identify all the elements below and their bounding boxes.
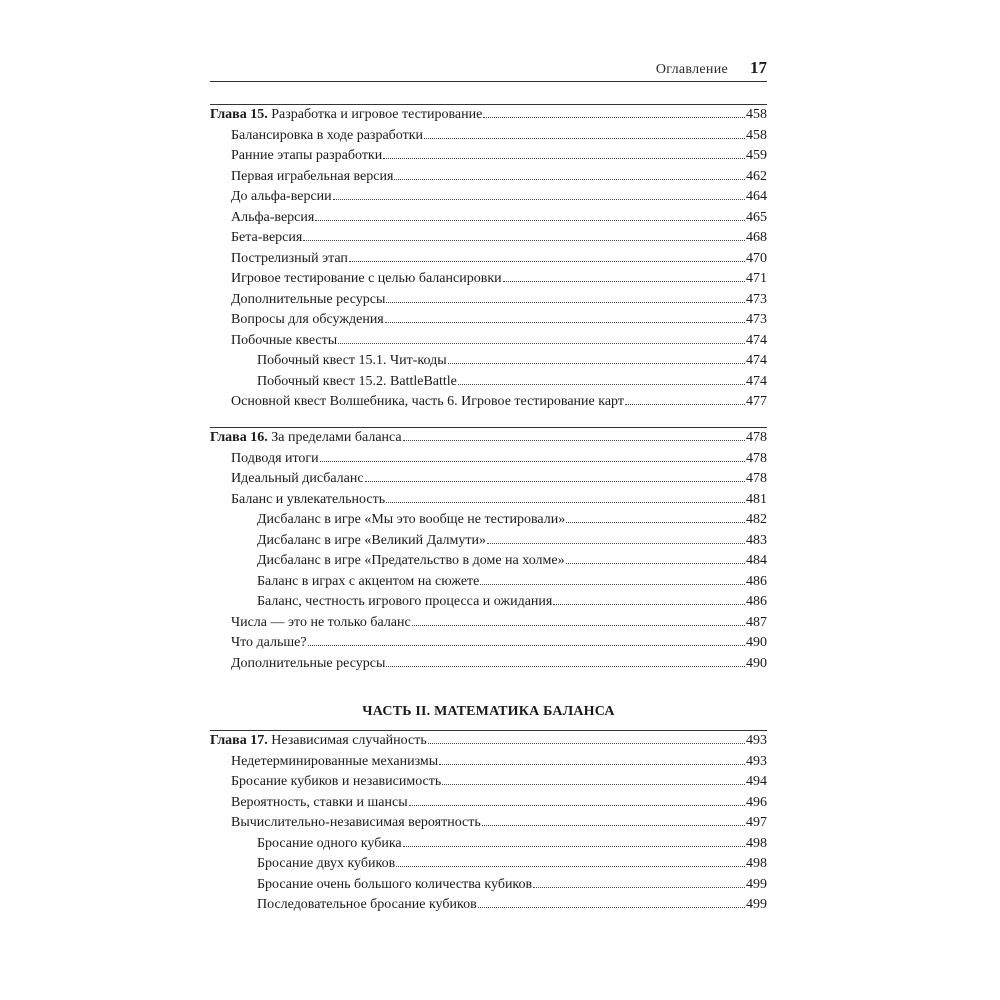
toc-entry[interactable] [210,271,767,292]
leader-dots [625,404,745,405]
toc-entry-page: 468 [746,230,767,245]
toc-entry-label: Альфа-версия [231,209,315,225]
chapter-title: За пределами баланса [267,430,402,445]
chapter-heading-row[interactable] [210,430,767,451]
toc-entry[interactable] [210,615,767,636]
leader-dots [458,384,745,385]
toc-entry[interactable] [210,251,767,272]
toc-entry[interactable] [210,512,767,533]
toc-entry[interactable] [210,774,767,795]
toc-entry-page: 474 [746,332,767,348]
toc-entry-label: Что дальше? [231,635,307,650]
toc-entry-page: 497 [746,815,767,830]
toc-entry[interactable] [210,897,767,918]
leader-dots [349,261,745,262]
toc-entry-page: 465 [746,209,767,225]
toc-list [210,733,767,918]
chapter-label [210,107,482,123]
toc-entry[interactable] [210,471,767,492]
part-heading: ЧАСТЬ II. МАТЕМАТИКА БАЛАНСА [362,704,615,719]
header-rule [210,81,767,82]
leader-dots [396,866,745,867]
leader-dots [478,907,745,908]
toc-entry-page: 474 [746,353,767,368]
toc-entry[interactable] [210,877,767,898]
toc-entry-page: 473 [746,312,767,327]
toc-entry-page: 499 [746,897,767,912]
leader-dots [503,281,745,282]
toc-entry-label: Вычислительно-независимая вероятность [231,815,481,830]
chapter-label [210,733,427,749]
toc-entry-label: Дисбаланс в игре «Великий Далмути» [257,532,487,548]
toc-entry-label: Бета-версия [231,230,303,245]
toc-entry[interactable] [210,292,767,313]
toc-entry-label: Дисбаланс в игре «Мы это вообще не тестировали» [257,512,566,527]
toc-entry-label: Дисбаланс в игре «Предательство в доме на холме» [257,553,565,568]
toc-entry-label: Баланс, честность игрового процесса и ожидания [257,594,553,609]
leader-dots [394,179,745,180]
toc-entry-label: Дополнительные ресурсы [231,655,386,671]
chapter-rule [210,104,767,105]
chapter-prefix: Глава 17. [210,733,268,748]
toc-entry[interactable] [210,169,767,190]
toc-entry[interactable] [210,492,767,513]
toc-entry-page: 482 [746,512,767,527]
toc-entry[interactable] [210,553,767,574]
toc-entry-page: 477 [746,394,767,409]
toc-entry-label: Бросание двух кубиков [257,856,396,871]
leader-dots [403,440,745,441]
leader-dots [553,604,745,605]
toc-entry[interactable] [210,333,767,354]
chapter-17-section [210,730,767,918]
toc-entry-page: 459 [746,148,767,163]
toc-entry[interactable] [210,210,767,231]
toc-entry-page: 473 [746,291,767,307]
toc-entry[interactable] [210,394,767,415]
header-page-number: 17 [750,58,767,77]
toc-entry-label: Дополнительные ресурсы [231,291,386,307]
toc-entry-page: 474 [746,373,767,389]
toc-entry-page: 462 [746,168,767,184]
toc-entry-label: Числа — это не только баланс [231,614,411,630]
toc-entry-page: 481 [746,491,767,507]
toc-entry-page: 478 [746,471,767,486]
toc-entry-page: 486 [746,573,767,589]
chapter-15-section [210,104,767,415]
toc-entry-page: 498 [746,856,767,871]
toc-entry-label: Основной квест Волшебника, часть 6. Игровое тестирование карт [231,394,624,409]
leader-dots [303,240,745,241]
toc-entry-label: Недетерминированные механизмы [231,753,439,769]
leader-dots [448,363,745,364]
toc-entry[interactable] [210,451,767,472]
toc-entry-page: 487 [746,614,767,630]
toc-entry-label: Побочные квесты [231,332,338,348]
leader-dots [365,481,745,482]
toc-entry-page: 484 [746,553,767,568]
toc-entry-page: 496 [746,794,767,810]
toc-entry[interactable] [210,148,767,169]
leader-dots [383,158,745,159]
toc-entry-page: 490 [746,635,767,650]
toc-entry-label: Вероятность, ставки и шансы [231,794,408,810]
leader-dots [412,625,745,626]
leader-dots [533,887,745,888]
toc-entry[interactable] [210,374,767,395]
leader-dots [409,805,745,806]
chapter-label [210,430,402,446]
leader-dots [386,302,745,303]
toc-entry-page: 458 [746,127,767,143]
toc-entry-label: Бросание очень большого количества кубиков [257,876,533,892]
toc-entry[interactable] [210,189,767,210]
leader-dots [442,784,745,785]
toc-entry-label: Ранние этапы разработки [231,148,383,163]
leader-dots [308,645,745,646]
toc-entry-label: Бросание кубиков и независимость [231,774,442,789]
toc-entry-page: 498 [746,835,767,851]
toc-entry[interactable] [210,836,767,857]
chapter-rule [210,427,767,428]
toc-entry[interactable] [210,312,767,333]
leader-dots [482,825,745,826]
toc-list [210,107,767,415]
toc-entry-page: 483 [746,532,767,548]
leader-dots [338,343,745,344]
leader-dots [439,764,745,765]
chapter-heading-row[interactable] [210,733,767,754]
chapter-title: Разработка и игровое тестирование [267,107,483,122]
toc-entry-label: Последовательное бросание кубиков [257,897,477,912]
running-header [210,58,767,78]
leader-dots [566,522,745,523]
chapter-rule [210,730,767,731]
toc-entry-page: 470 [746,250,767,266]
toc-entry-label: До альфа-версии [231,189,332,204]
chapter-page: 458 [746,107,767,122]
toc-entry[interactable] [210,128,767,149]
toc-entry-label: Первая играбельная версия [231,168,394,184]
toc-entry[interactable] [210,230,767,251]
leader-dots [480,584,745,585]
toc-entry-page: 464 [746,189,767,204]
toc-entry[interactable] [210,856,767,877]
leader-dots [333,199,745,200]
toc-entry[interactable] [210,594,767,615]
toc-entry-page: 486 [746,594,767,609]
toc-entry[interactable] [210,635,767,656]
toc-entry[interactable] [210,815,767,836]
toc-entry-page: 499 [746,876,767,892]
toc-entry[interactable] [210,574,767,595]
chapter-prefix: Глава 16. [210,430,268,445]
leader-dots [315,220,745,221]
leader-dots [487,543,745,544]
leader-dots [403,846,745,847]
leader-dots [386,502,745,503]
leader-dots [320,461,745,462]
toc-entry[interactable] [210,795,767,816]
toc-entry-page: 494 [746,774,767,789]
toc-entry-page: 493 [746,753,767,769]
leader-dots [385,322,745,323]
leader-dots [566,563,745,564]
toc-entry-label: Вопросы для обсуждения [231,312,384,327]
toc-entry-label: Подводя итоги [231,450,319,466]
toc-entry[interactable] [210,656,767,677]
toc-entry-label: Пострелизный этап [231,250,348,266]
toc-entry-label: Балансировка в ходе разработки [231,127,424,143]
toc-list [210,430,767,676]
toc-entry-label: Баланс и увлекательность [231,491,386,507]
toc-entry-label: Игровое тестирование с целью балансировки [231,271,502,286]
leader-dots [483,117,745,118]
toc-entry[interactable] [210,353,767,374]
toc-entry-page: 471 [746,271,767,286]
chapter-16-section [210,427,767,676]
toc-entry-page: 478 [746,450,767,466]
chapter-title: Независимая случайность [267,733,427,748]
toc-entry[interactable] [210,754,767,775]
toc-entry-label: Бросание одного кубика [257,835,402,851]
toc-entry-page: 490 [746,655,767,671]
chapter-prefix: Глава 15. [210,107,268,122]
chapter-page: 478 [746,430,767,445]
chapter-heading-row[interactable] [210,107,767,128]
toc-entry[interactable] [210,533,767,554]
header-title: Оглавление [655,62,728,77]
toc-entry-label: Баланс в играх с акцентом на сюжете [257,573,480,589]
chapter-page: 493 [746,733,767,748]
leader-dots [424,138,745,139]
toc-entry-label: Побочный квест 15.2. BattleBattle [257,373,457,389]
toc-entry-label: Идеальный дисбаланс [231,471,364,486]
leader-dots [428,743,745,744]
leader-dots [386,666,745,667]
toc-entry-label: Побочный квест 15.1. Чит-коды [257,353,447,368]
